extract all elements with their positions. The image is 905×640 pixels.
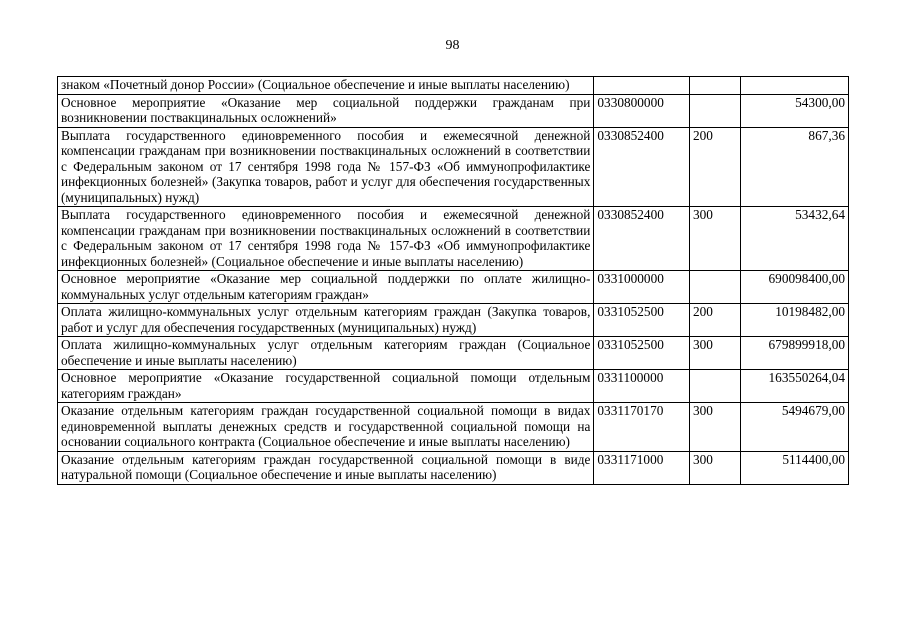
row-amount: 53432,64 <box>741 207 849 271</box>
row-description: Оказание отдельным категориям граждан государственной социальной помощи в видах единовременной выплаты денежных средств и государственной социальной помощи на основании социального контракта (Социальное обеспечение и иные выплаты населению) <box>58 403 594 452</box>
table-row <box>58 127 849 207</box>
row-target-code: 0331052500 <box>594 304 690 337</box>
row-amount <box>741 77 849 95</box>
row-target-code: 0331000000 <box>594 271 690 304</box>
table-row <box>58 403 849 452</box>
row-expense-type: 200 <box>689 304 740 337</box>
row-amount: 5494679,00 <box>741 403 849 452</box>
row-description: Основное мероприятие «Оказание мер социальной поддержки гражданам при возникновении поствакцинальных осложнений» <box>58 94 594 127</box>
row-amount: 679899918,00 <box>741 337 849 370</box>
row-description: Основное мероприятие «Оказание государственной социальной помощи отдельным категориям граждан» <box>58 370 594 403</box>
row-target-code: 0331171000 <box>594 451 690 484</box>
row-description: знаком «Почетный донор России» (Социальное обеспечение и иные выплаты населению) <box>58 77 594 95</box>
row-expense-type: 300 <box>689 337 740 370</box>
table-row <box>58 207 849 271</box>
page-number: 98 <box>445 38 460 53</box>
row-expense-type <box>689 94 740 127</box>
table-row <box>58 271 849 304</box>
row-amount: 54300,00 <box>741 94 849 127</box>
row-target-code: 0331170170 <box>594 403 690 452</box>
table-row <box>58 370 849 403</box>
row-expense-type <box>689 370 740 403</box>
table-row <box>58 77 849 95</box>
budget-table <box>57 76 849 485</box>
row-target-code: 0331052500 <box>594 337 690 370</box>
row-amount: 163550264,04 <box>741 370 849 403</box>
row-amount: 5114400,00 <box>741 451 849 484</box>
row-amount: 867,36 <box>741 127 849 207</box>
row-description: Оплата жилищно-коммунальных услуг отдельным категориям граждан (Социальное обеспечение и иные выплаты населению) <box>58 337 594 370</box>
row-target-code: 0331100000 <box>594 370 690 403</box>
row-target-code <box>594 77 690 95</box>
table-row <box>58 337 849 370</box>
row-expense-type: 300 <box>689 451 740 484</box>
table-row <box>58 94 849 127</box>
row-description: Оказание отдельным категориям граждан государственной социальной помощи в виде натуральной помощи (Социальное обеспечение и иные выплаты населению) <box>58 451 594 484</box>
row-description: Выплата государственного единовременного пособия и ежемесячной денежной компенсации гражданам при возникновении поствакцинальных осложнений в соответствии с Федеральным законом от 17 сентября 1998 года № 157-ФЗ «Об иммунопрофилактике инфекционных болезней» (Социальное обеспечение и иные выплаты населению) <box>58 207 594 271</box>
row-target-code: 0330852400 <box>594 127 690 207</box>
row-description: Выплата государственного единовременного пособия и ежемесячной денежной компенсации гражданам при возникновении поствакцинальных осложнений в соответствии с Федеральным законом от 17 сентября 1998 года № 157-ФЗ «Об иммунопрофилактике инфекционных болезней» (Закупка товаров, работ и услуг для обеспечения государственных (муниципальных) нужд) <box>58 127 594 207</box>
row-expense-type: 200 <box>689 127 740 207</box>
row-amount: 10198482,00 <box>741 304 849 337</box>
row-description: Оплата жилищно-коммунальных услуг отдельным категориям граждан (Закупка товаров, работ и услуг для обеспечения государственных (муниципальных) нужд) <box>58 304 594 337</box>
row-expense-type <box>689 77 740 95</box>
row-amount: 690098400,00 <box>741 271 849 304</box>
table-row <box>58 451 849 484</box>
row-expense-type: 300 <box>689 207 740 271</box>
row-expense-type <box>689 271 740 304</box>
row-target-code: 0330800000 <box>594 94 690 127</box>
table-row <box>58 304 849 337</box>
row-expense-type: 300 <box>689 403 740 452</box>
row-description: Основное мероприятие «Оказание мер социальной поддержки по оплате жилищно-коммунальных услуг отдельным категориям граждан» <box>58 271 594 304</box>
row-target-code: 0330852400 <box>594 207 690 271</box>
